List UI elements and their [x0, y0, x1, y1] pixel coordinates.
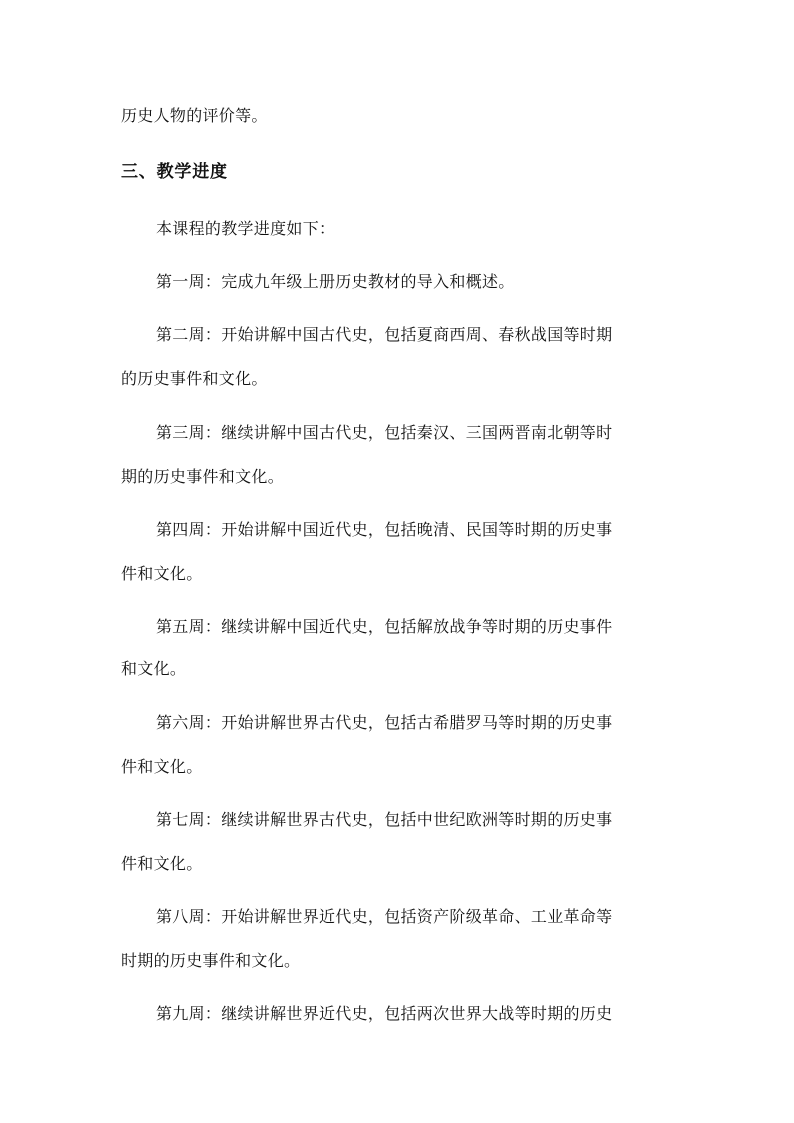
week-2-line-2: 的历史事件和文化。: [121, 369, 268, 388]
week-7-line-2: 件和文化。: [121, 854, 203, 873]
week-9-line-1: 第九周：继续讲解世界近代史，包括两次世界大战等时期的历史: [156, 1004, 613, 1023]
week-8-line-1: 第八周：开始讲解世界近代史，包括资产阶级革命、工业革命等: [156, 907, 613, 926]
section-heading: 三、教学进度: [121, 162, 228, 182]
week-1-line-1: 第一周：完成九年级上册历史教材的导入和概述。: [156, 272, 515, 291]
week-4-line-1: 第四周：开始讲解中国近代史，包括晚清、民国等时期的历史事: [156, 520, 613, 539]
week-8-line-2: 时期的历史事件和文化。: [121, 951, 301, 970]
week-5-line-1: 第五周：继续讲解中国近代史，包括解放战争等时期的历史事件: [156, 617, 613, 636]
week-6-line-1: 第六周：开始讲解世界古代史，包括古希腊罗马等时期的历史事: [156, 713, 613, 732]
week-6-line-2: 件和文化。: [121, 757, 203, 776]
week-7-line-1: 第七周：继续讲解世界古代史，包括中世纪欧洲等时期的历史事: [156, 810, 613, 829]
intro-paragraph: 本课程的教学进度如下：: [156, 219, 336, 238]
week-4-line-2: 件和文化。: [121, 564, 203, 583]
week-3-line-1: 第三周：继续讲解中国古代史，包括秦汉、三国两晋南北朝等时: [156, 423, 613, 442]
week-3-line-2: 期的历史事件和文化。: [121, 467, 285, 486]
week-2-line-1: 第二周：开始讲解中国古代史，包括夏商西周、春秋战国等时期: [156, 325, 613, 344]
week-5-line-2: 和文化。: [121, 659, 187, 678]
continuation-text: 历史人物的评价等。: [121, 106, 268, 125]
